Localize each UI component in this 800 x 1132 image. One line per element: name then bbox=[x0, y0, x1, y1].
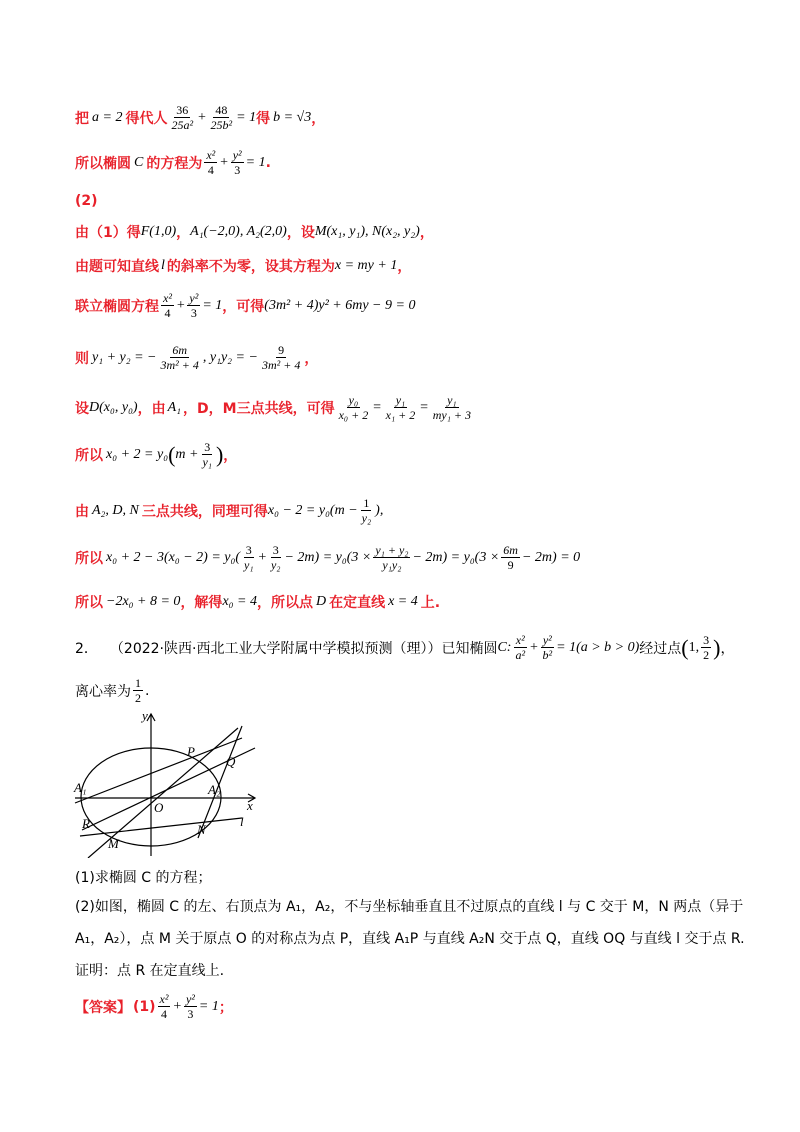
fraction bbox=[513, 633, 527, 662]
numerator: 1 bbox=[363, 496, 370, 510]
text: 由题可知直线 bbox=[75, 259, 159, 275]
text: ， bbox=[223, 447, 238, 464]
fraction bbox=[231, 148, 244, 177]
numerator: 3 bbox=[204, 440, 211, 454]
fraction bbox=[159, 343, 201, 372]
math: A₁ bbox=[167, 399, 182, 415]
numerator: x² bbox=[163, 291, 172, 305]
math: − 2m) = y₀(3 × bbox=[284, 549, 372, 565]
text: 所以 bbox=[75, 447, 103, 464]
part-2-question-line-1 bbox=[75, 896, 743, 916]
solution-line-8 bbox=[75, 393, 475, 422]
math: + bbox=[219, 154, 229, 170]
denominator: 4 bbox=[161, 1007, 168, 1021]
denominator: y₁ bbox=[244, 558, 254, 572]
math: + bbox=[529, 639, 539, 655]
numerator: 48 bbox=[215, 103, 228, 117]
numerator: y₁ + y₂ bbox=[375, 543, 409, 557]
math: = 1 bbox=[245, 154, 266, 170]
numerator: 6m bbox=[172, 343, 188, 357]
math: y₁ + y₂ = − bbox=[92, 349, 157, 365]
denominator: b² bbox=[542, 648, 553, 662]
solution-line-11 bbox=[75, 543, 580, 572]
math: M(x₁, y₁), N(x₂, y₂) bbox=[314, 224, 420, 239]
text: 设 bbox=[75, 400, 89, 417]
numerator: 1 bbox=[135, 676, 141, 690]
denominator: 2 bbox=[135, 691, 141, 705]
math: a = 2 bbox=[92, 109, 123, 125]
fraction bbox=[209, 103, 235, 132]
denominator: 25a² bbox=[171, 118, 194, 132]
fraction bbox=[200, 440, 214, 469]
label-l: l bbox=[240, 814, 244, 829]
fraction bbox=[204, 148, 217, 177]
text: ； bbox=[218, 999, 233, 1016]
fraction bbox=[269, 543, 283, 572]
text: 所以 bbox=[75, 595, 103, 611]
fraction bbox=[431, 393, 473, 422]
fraction bbox=[373, 543, 410, 572]
math: −2x₀ + 8 = 0 bbox=[106, 594, 181, 609]
math: C: bbox=[497, 639, 512, 655]
text: 由（1）得 bbox=[75, 225, 141, 241]
math: b = √3 bbox=[273, 109, 312, 125]
text: 得 bbox=[256, 110, 271, 127]
math: x = my + 1 bbox=[334, 258, 398, 273]
solution-line-1 bbox=[75, 103, 325, 132]
numerator: y² bbox=[542, 633, 552, 647]
text: 三点共线，同理可得 bbox=[141, 503, 268, 520]
text: ，D，M三点共线，可得 bbox=[183, 400, 335, 417]
denominator: 3 bbox=[234, 163, 241, 177]
part-2-label bbox=[75, 193, 98, 209]
denominator: 3m² + 4 bbox=[261, 358, 301, 372]
math: − 2m) = y₀(3 × bbox=[412, 549, 500, 565]
math: A₂, D, N bbox=[92, 502, 139, 518]
denominator: 2 bbox=[703, 648, 710, 662]
text: 上. bbox=[420, 595, 441, 611]
text: ， bbox=[176, 225, 191, 241]
fraction bbox=[133, 676, 143, 705]
numerator: x² bbox=[206, 148, 216, 162]
label-y: y bbox=[142, 708, 148, 723]
math: D bbox=[315, 594, 327, 609]
denominator: 4 bbox=[164, 306, 171, 320]
denominator: y₁ bbox=[202, 455, 212, 469]
math: = bbox=[419, 399, 429, 415]
denominator: 9 bbox=[507, 558, 514, 572]
numerator: y² bbox=[189, 291, 199, 305]
answer-line bbox=[75, 992, 233, 1021]
text: 离心率为 bbox=[75, 683, 131, 700]
text: (2)如图，椭圆 C 的左、右顶点为 A₁，A₂，不与坐标轴垂直且不过原点的直线 l 与 C 交于 M，N 两点（异于 bbox=[75, 899, 744, 915]
text: 证明：点 R 在定直线上. bbox=[75, 963, 225, 979]
fraction bbox=[184, 992, 197, 1021]
numerator: y₁ bbox=[447, 393, 457, 407]
text: ， bbox=[720, 640, 735, 657]
numerator: y₁ bbox=[395, 393, 406, 407]
fraction bbox=[360, 496, 374, 525]
fraction bbox=[701, 633, 711, 662]
fraction bbox=[501, 543, 520, 572]
denominator: y₁y₂ bbox=[382, 558, 402, 572]
solution-line-6 bbox=[75, 291, 415, 320]
line-l bbox=[80, 818, 242, 836]
math: l bbox=[161, 258, 165, 273]
denominator: y₂ bbox=[270, 558, 281, 572]
math: + bbox=[172, 998, 182, 1014]
text: ，由 bbox=[137, 400, 166, 417]
denominator: 3 bbox=[190, 306, 197, 320]
numerator: 3 bbox=[272, 543, 279, 557]
part-2-question-line-3 bbox=[75, 960, 224, 980]
text: ， bbox=[311, 110, 326, 127]
math: − 2m) = 0 bbox=[521, 549, 581, 565]
fraction bbox=[187, 291, 200, 320]
denominator: x₁ + 2 bbox=[385, 408, 416, 422]
numerator: 3 bbox=[245, 543, 252, 557]
text: 所以 bbox=[75, 550, 103, 567]
fraction bbox=[169, 103, 195, 132]
left-paren: ( bbox=[168, 441, 176, 467]
numerator: 36 bbox=[176, 103, 189, 117]
text: ， bbox=[419, 225, 434, 241]
text: ， bbox=[304, 350, 319, 367]
fraction bbox=[242, 543, 256, 572]
text: 则 bbox=[75, 350, 89, 367]
solution-line-7 bbox=[75, 343, 318, 372]
solution-line-5 bbox=[75, 256, 411, 276]
text: ，设 bbox=[286, 225, 315, 241]
math: (3m² + 4)y² + 6my − 9 = 0 bbox=[264, 297, 416, 313]
question-2-line-2 bbox=[75, 676, 149, 705]
text: 在定直线 bbox=[329, 595, 386, 611]
numerator: y₀ bbox=[348, 393, 359, 407]
label-q: Q bbox=[226, 754, 236, 769]
left-paren: ( bbox=[681, 634, 689, 660]
right-paren: ) bbox=[713, 634, 721, 660]
denominator: y₂ bbox=[361, 511, 372, 525]
math: ), bbox=[375, 502, 384, 518]
fraction bbox=[260, 343, 302, 372]
denominator: my₁ + 3 bbox=[432, 408, 471, 422]
denominator: 25b² bbox=[210, 118, 233, 132]
text: (1)求椭圆 C 的方程； bbox=[75, 870, 212, 886]
denominator: 3m² + 4 bbox=[160, 358, 199, 372]
numerator: y² bbox=[185, 992, 195, 1006]
math: x = 4 bbox=[388, 594, 418, 609]
numerator: x² bbox=[159, 992, 169, 1006]
math: D(x₀, y₀) bbox=[89, 399, 138, 415]
numerator: 6m bbox=[503, 543, 518, 557]
text: 由 bbox=[75, 503, 89, 520]
denominator: a² bbox=[515, 648, 526, 662]
text: ，可得 bbox=[222, 298, 265, 315]
label-r: R bbox=[82, 816, 90, 831]
label-n: N bbox=[197, 822, 206, 837]
text: (1) bbox=[133, 998, 156, 1015]
math: x₀ + 2 − 3(x₀ − 2) = y₀( bbox=[106, 549, 241, 565]
numerator: 3 bbox=[703, 633, 710, 647]
math: x₀ + 2 = y₀ bbox=[106, 446, 169, 462]
part-1-question bbox=[75, 867, 212, 887]
math: = 1 bbox=[202, 297, 223, 313]
label-x: x bbox=[247, 798, 253, 813]
label-p: P bbox=[187, 744, 195, 759]
denominator: 4 bbox=[207, 163, 214, 177]
question-source: （2022·陕西·西北工业大学附属中学模拟预测（理））已知椭圆 bbox=[109, 640, 498, 657]
label-m: M bbox=[108, 836, 119, 851]
math: + bbox=[257, 549, 267, 565]
math: F(1,0) bbox=[140, 224, 177, 239]
text: 把 bbox=[75, 110, 89, 127]
text: 得代人 bbox=[125, 110, 168, 127]
text: ，所以点 bbox=[256, 595, 313, 611]
fraction bbox=[337, 393, 371, 422]
math: x₀ − 2 = y₀(m − bbox=[267, 502, 358, 518]
math: m + bbox=[175, 446, 199, 462]
ellipse-figure bbox=[70, 708, 270, 858]
math: + bbox=[175, 297, 186, 313]
math: 1, bbox=[688, 639, 700, 655]
fraction bbox=[541, 633, 555, 662]
math: , y₁y₂ = − bbox=[202, 349, 258, 365]
solution-line-10 bbox=[75, 496, 383, 525]
text: (2) bbox=[75, 193, 98, 209]
math: A₁(−2,0), A₂(2,0) bbox=[190, 224, 287, 239]
math: = 1(a > b > 0) bbox=[556, 639, 640, 655]
fraction bbox=[384, 393, 418, 422]
text: 经过点 bbox=[639, 640, 682, 657]
label-a1: A₁ bbox=[74, 780, 87, 795]
text: 的方程为 bbox=[146, 155, 203, 172]
math: = 1 bbox=[198, 998, 219, 1014]
text: . bbox=[145, 682, 150, 699]
denominator: 3 bbox=[187, 1007, 194, 1021]
right-paren: ) bbox=[215, 441, 224, 467]
question-number: 2． bbox=[75, 640, 98, 657]
text: A₁，A₂），点 M 关于原点 O 的对称点为点 P，直线 A₁P 与直线 A₂N 交于点 Q，直线 OQ 与直线 l 交于点 R. bbox=[75, 931, 745, 947]
fraction bbox=[161, 291, 174, 320]
text: 的斜率不为零，设其方程为 bbox=[166, 259, 335, 275]
math: x₀ = 4 bbox=[222, 594, 257, 609]
text: 所以椭圆 bbox=[75, 155, 131, 172]
label-o: O bbox=[154, 800, 164, 815]
text: ， bbox=[397, 259, 412, 275]
numerator: x² bbox=[515, 633, 525, 647]
label-a2: A₂ bbox=[208, 782, 221, 797]
math: C bbox=[134, 154, 144, 170]
numerator: y² bbox=[232, 148, 242, 162]
text: 联立椭圆方程 bbox=[75, 298, 159, 315]
solution-line-2 bbox=[75, 148, 271, 177]
fraction bbox=[158, 992, 171, 1021]
math: = bbox=[372, 399, 382, 415]
solution-line-12 bbox=[75, 592, 440, 612]
math: + bbox=[197, 109, 207, 125]
text: ，解得 bbox=[180, 595, 223, 611]
solution-line-9 bbox=[75, 440, 237, 469]
part-2-question-line-2 bbox=[75, 928, 745, 948]
numerator: 9 bbox=[278, 343, 285, 357]
answer-tag: 【答案】 bbox=[75, 999, 131, 1016]
question-2-line-1 bbox=[75, 633, 734, 662]
denominator: x₀ + 2 bbox=[338, 408, 369, 422]
solution-line-4 bbox=[75, 222, 434, 242]
math: = 1 bbox=[236, 109, 257, 125]
text: . bbox=[265, 154, 271, 171]
